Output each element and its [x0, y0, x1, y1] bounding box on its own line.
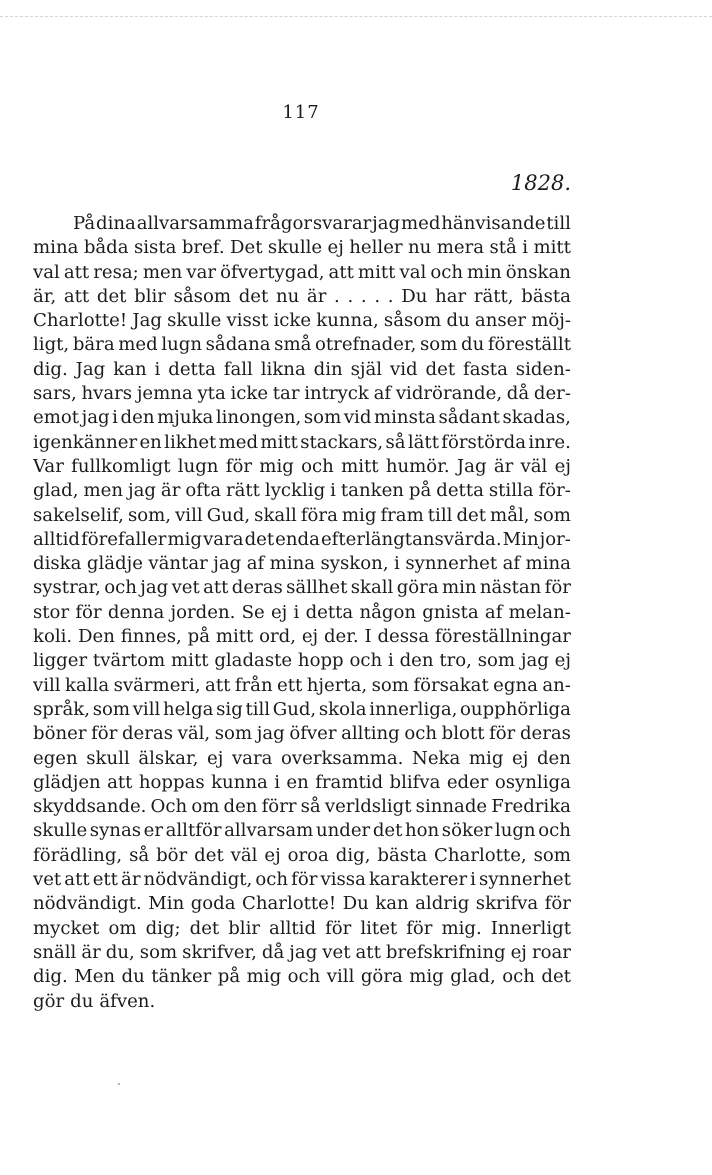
text-line: skulle synas er alltför allvarsam under det hon söker lugn och: [33, 820, 571, 842]
text-line: gör du äfven.: [33, 990, 156, 1012]
text-line: val att resa; men var öfvertygad, att mitt val och min önskan: [33, 261, 571, 283]
text-line: glad, men jag är ofta rätt lycklig i tanken på detta stilla för-: [33, 480, 571, 502]
text-line: Charlotte! Jag skulle visst icke kunna, såsom du anser möj-: [33, 310, 571, 332]
text-line: snäll är du, som skrifver, då jag vet att brefskrifning ej roar: [33, 941, 571, 963]
paper-speck: [118, 1083, 120, 1085]
text-line: diska glädje väntar jag af mina syskon, i synnerhet af mina: [33, 553, 571, 575]
text-line: alltid förefaller mig vara det enda efterlängtansvärda. Min jor-: [33, 528, 571, 550]
letter-date: 1828.: [510, 171, 571, 195]
text-line: sars, hvars jemna yta icke tar intryck af vidrörande, då der-: [33, 383, 571, 405]
letter-body: [33, 212, 571, 1014]
text-line: mina båda sista bref. Det skulle ej heller nu mera stå i mitt: [33, 237, 571, 259]
text-line: är, att det blir såsom det nu är . . . . . Du har rätt, bästa: [33, 285, 571, 307]
text-line: ligger tvärtom mitt gladaste hopp och i den tro, som jag ej: [33, 650, 571, 672]
text-line: stor för denna jorden. Se ej i detta någon gnista af melan-: [33, 601, 571, 623]
text-line: vill kalla svärmeri, att från ett hjerta, som försakat egna an-: [33, 674, 571, 696]
scan-edge-line: [0, 16, 712, 17]
text-line: böner för deras väl, som jag öfver allting och blott för deras: [33, 723, 571, 745]
text-line: igenkänner en likhet med mitt stackars, så lätt förstörda inre.: [33, 431, 571, 453]
text-line: koli. Den finnes, på mitt ord, ej der. I dessa föreställningar: [33, 626, 571, 648]
text-line: glädjen att hoppas kunna i en framtid blifva eder osynliga: [33, 771, 571, 793]
text-line: dig. Men du tänker på mig och vill göra mig glad, och det: [33, 966, 571, 988]
text-line: ligt, bära med lugn sådana små otrefnader, som du föreställt: [33, 334, 571, 356]
text-line: förädling, så bör det väl ej oroa dig, bästa Charlotte, som: [33, 844, 571, 866]
page-number: 117: [282, 102, 320, 123]
text-line: skyddsande. Och om den förr så verldsligt sinnade Fredrika: [33, 796, 571, 818]
text-line: dig. Jag kan i detta fall likna din själ vid det fasta siden-: [33, 358, 571, 380]
text-line: språk, som vill helga sig till Gud, skola innerliga, oupphörliga: [33, 698, 571, 720]
text-line: vet att ett är nödvändigt, och för vissa karakterer i synnerhet: [33, 869, 571, 891]
text-line: systrar, och jag vet att deras sällhet skall göra min nästan för: [33, 577, 571, 599]
text-line: mycket om dig; det blir alltid för litet för mig. Innerligt: [33, 917, 571, 939]
text-line: emot jag i den mjuka linongen, som vid minsta sådant skadas,: [33, 407, 571, 429]
text-line: egen skull älskar, ej vara overksamma. Neka mig ej den: [33, 747, 571, 769]
text-line: sakelselif, som, vill Gud, skall föra mig fram till det mål, som: [33, 504, 571, 526]
text-line: På dina allvarsamma frågor svarar jag med hänvisande till: [73, 213, 571, 234]
text-line: Var fullkomligt lugn för mig och mitt humör. Jag är väl ej: [33, 455, 571, 477]
text-line: nödvändigt. Min goda Charlotte! Du kan aldrig skrifva för: [33, 893, 571, 915]
